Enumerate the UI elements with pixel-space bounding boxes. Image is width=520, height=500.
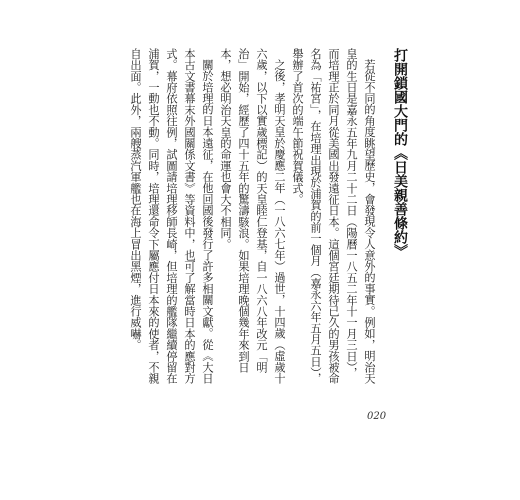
paragraph-1: 若從不同的角度眺望歷史，會發現令人意外的事實。例如，明治天皇的生日是嘉永五年九月二十二日（陽曆一八五二年十一月三日），而培理正於同月從美國出發遠征日本。這個宮廷期待已久的男孩被命名為「祐宮」，在培理出現於浦賀的前一個月（嘉永六年五月五日），舉辦了首次的端午節祝賀儀式。 xyxy=(291,48,376,384)
paragraph-2: 之後，孝明天皇於慶應二年（一八六七年）過世，十四歲（虛歲十六歲，以下以實歲標記）的天皇睦仁登基，自一八六八年改元「明治」開始，經歷了四十五年的驚濤駭浪。如果培理晚個幾年來到日本，想必明治天皇的命運也會大不相同。 xyxy=(219,48,286,384)
paragraph-3: 關於培理的日本遠征，在他回國後發行了許多相關文獻。從《大日本古文書幕末外國關係文書》等資料中，也可了解當時日本的應對方式。幕府依照往例，試圖請培理移師長崎，但培理的艦隊繼續停留在浦賀，一動也不動。同時，培理還命令下屬應付日本來的使者，不親自出面。此外，兩艘蒸汽軍艦也在海上冒出黑煙，進行威嚇。 xyxy=(129,48,214,384)
page-number: 020 xyxy=(367,411,387,422)
section-heading: 打開鎖國大門的《日美親善條約》 xyxy=(392,48,408,258)
body-text xyxy=(126,48,378,388)
